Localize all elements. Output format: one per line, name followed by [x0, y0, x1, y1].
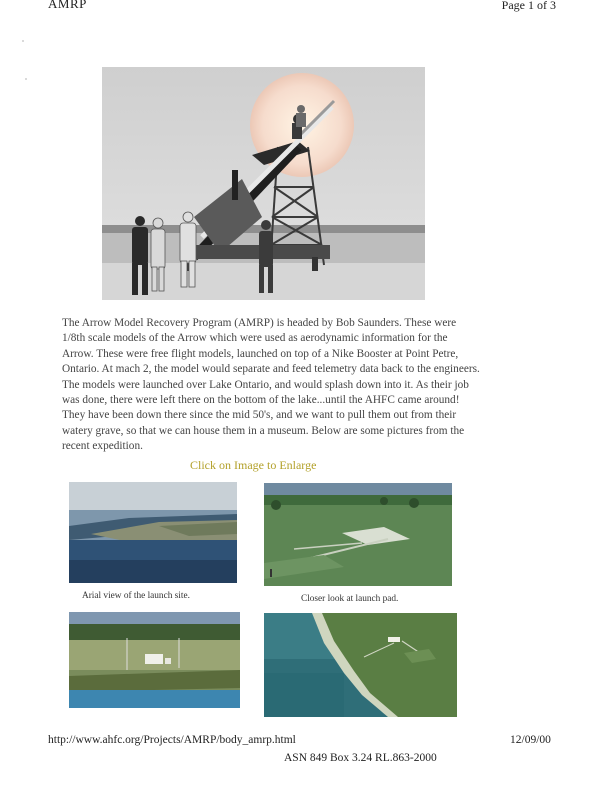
scan-speck [25, 78, 27, 80]
archive-reference: ASN 849 Box 3.24 RL.863-2000 [284, 752, 437, 764]
thumbnail-launch-pad-building[interactable] [69, 612, 240, 708]
hero-photo [102, 67, 425, 300]
click-to-enlarge-link[interactable]: Click on Image to Enlarge [190, 458, 317, 472]
thumbnail-shoreline-site[interactable] [264, 613, 457, 717]
site-title: AMRP [48, 0, 87, 11]
page-number: Page 1 of 3 [501, 0, 556, 12]
caption-launch-pad-closeup: Closer look at launch pad. [301, 594, 399, 604]
footer-source-url: http://www.ahfc.org/Projects/AMRP/body_amrp.html [48, 734, 296, 746]
thumbnail-aerial-launch-site[interactable] [69, 482, 237, 583]
footer-print-date: 12/09/00 [510, 734, 551, 746]
caption-aerial-launch-site: Arial view of the launch site. [82, 591, 190, 601]
intro-paragraph: The Arrow Model Recovery Program (AMRP) is headed by Bob Saunders. These were 1/8th scale models of the Arrow which were used as aerodynamic information for the Arrow. These were free flight models, launched on top of a Nike Booster at Point Petre, Ontario. At mach 2, the model would separate and feed telemetry data back to the engineers. The models were launched over Lake Ontario, and would splash down into it. As their job was done, there were left there on the bottom of the lake...until the AHFC came around! They have been down there since the mid 50's, and we want to pull them out from their watery grave, so that we can house them in a museum. Below are some pictures from the recent expedition. [62, 317, 480, 453]
scan-speck [22, 40, 24, 42]
thumbnail-launch-pad-closeup[interactable] [264, 483, 452, 586]
